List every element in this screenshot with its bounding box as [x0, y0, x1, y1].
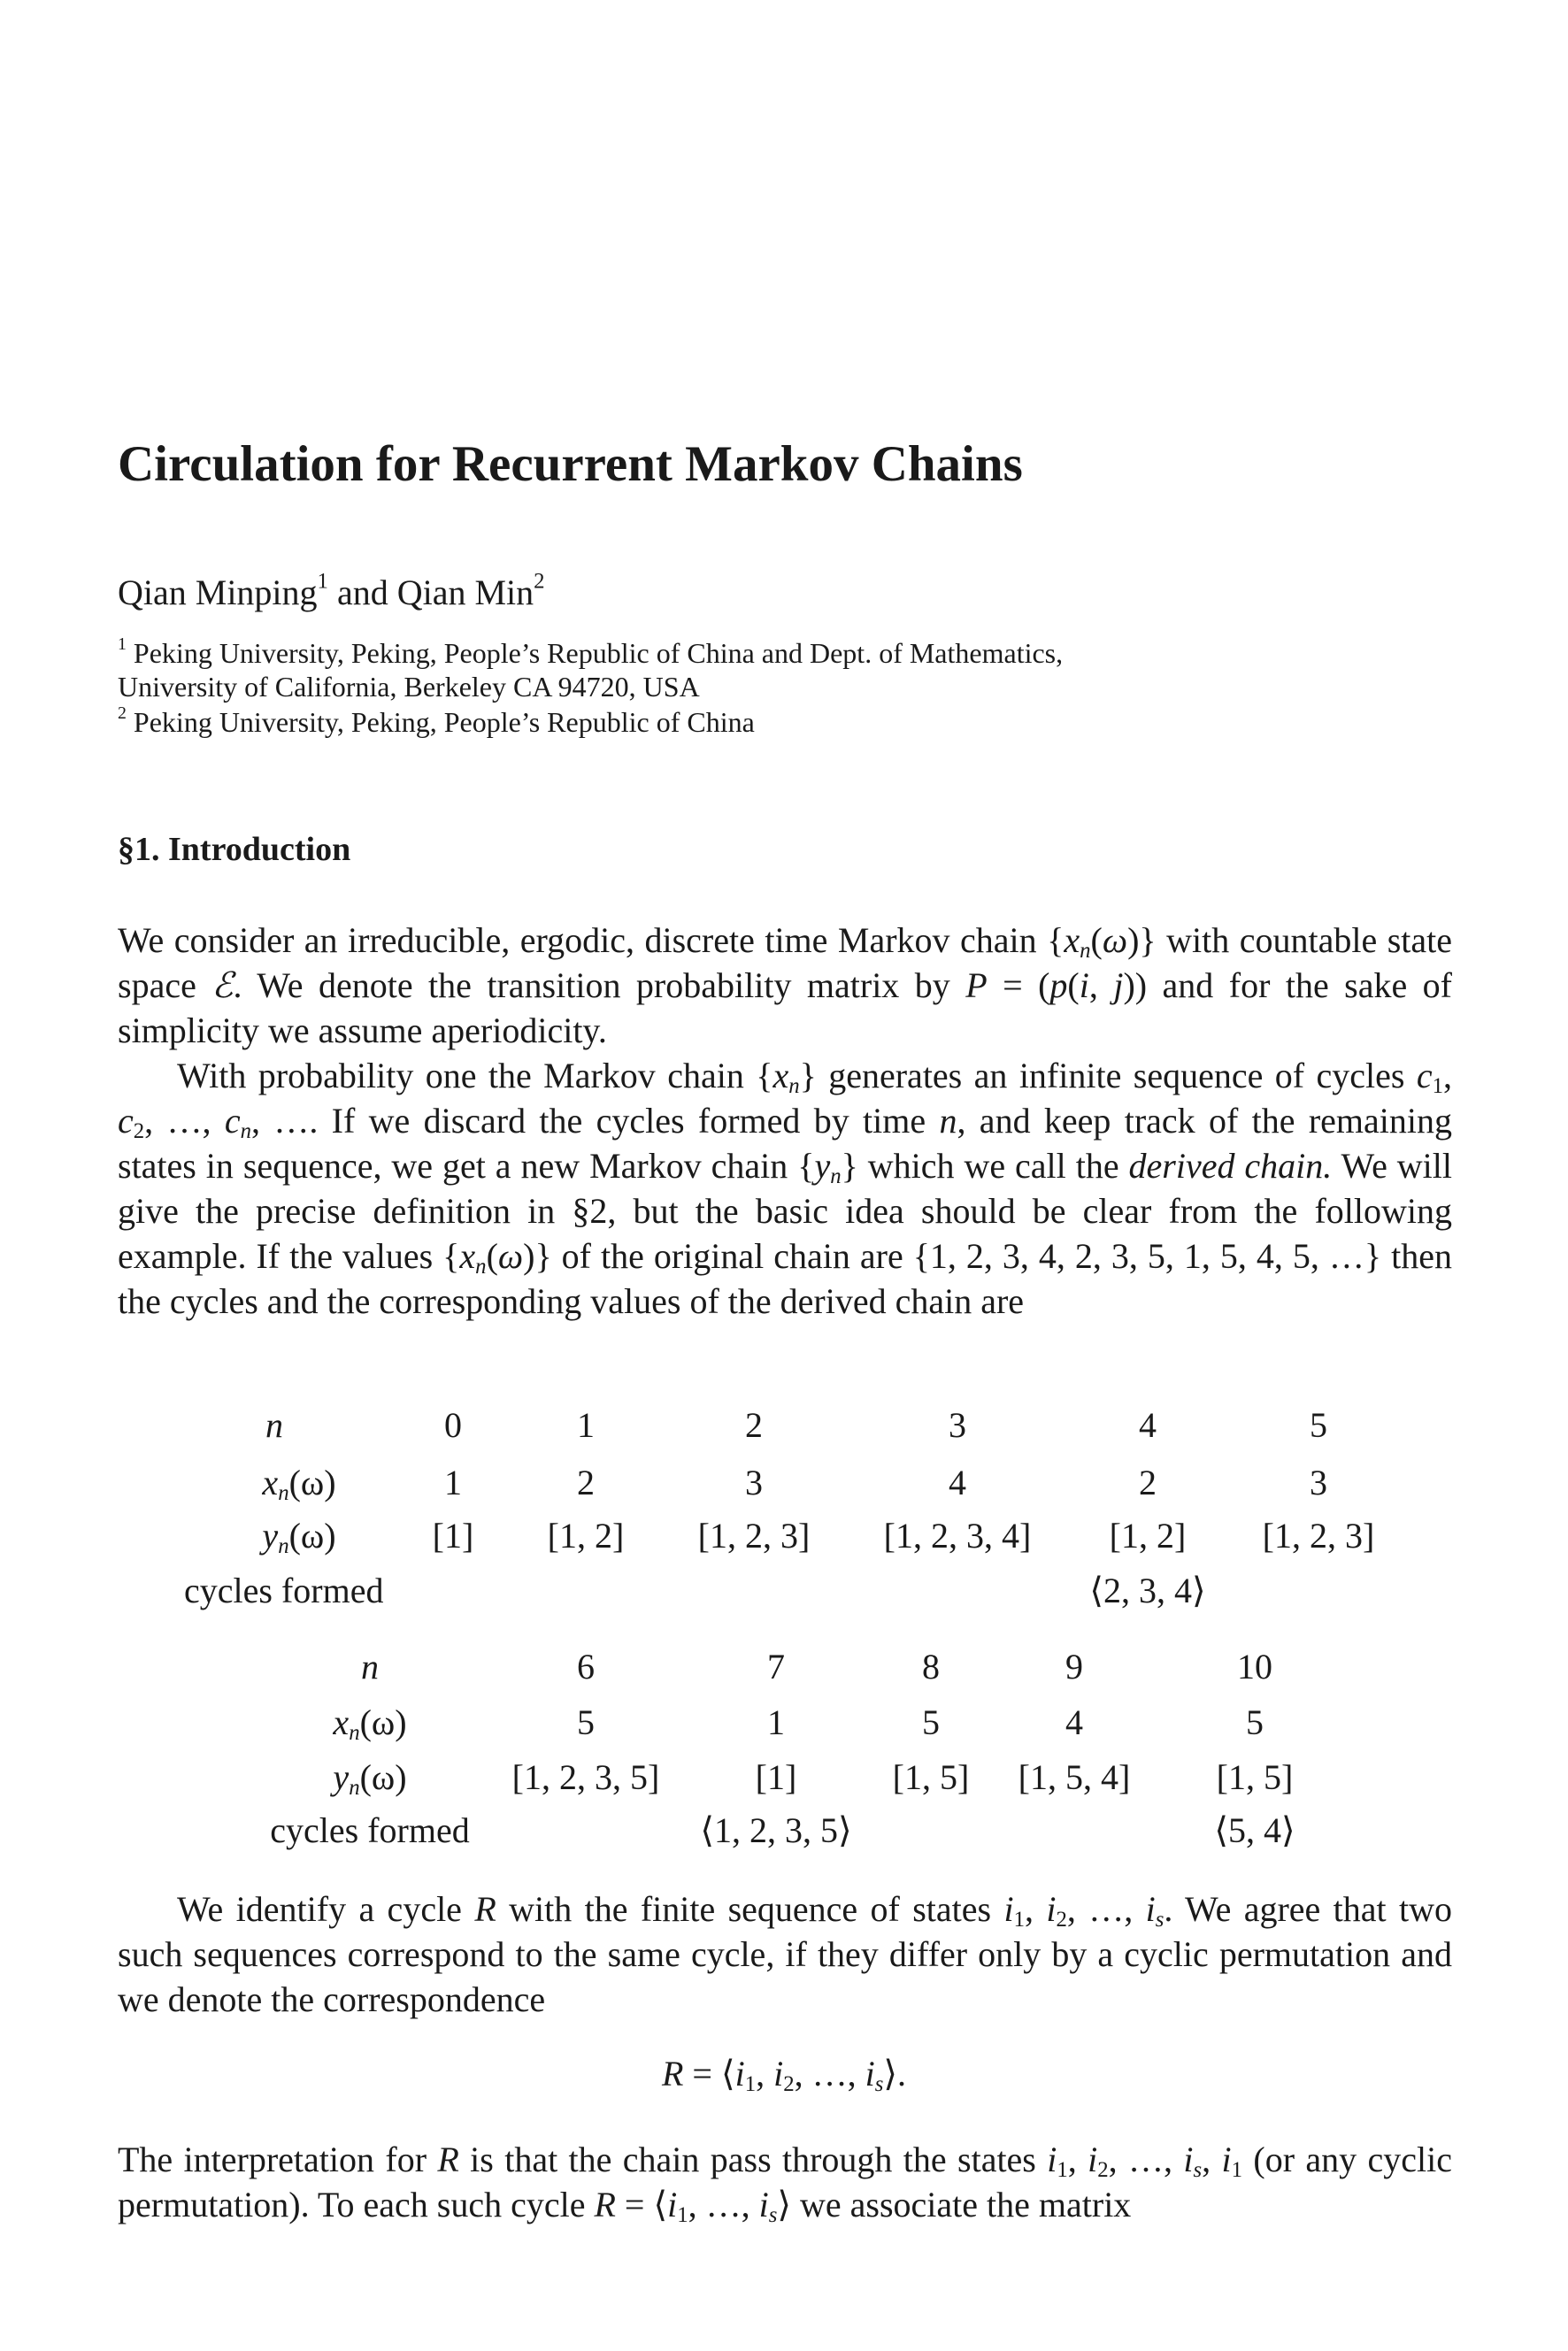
table2-x-cell: 5 [1246, 1702, 1264, 1742]
table1-y-cell: [1, 2, 3] [697, 1516, 811, 1556]
table1-y-cell: [1] [432, 1516, 474, 1556]
table1-x-cell: 2 [577, 1463, 595, 1502]
table2-header-cell: 7 [767, 1647, 785, 1686]
author-line [118, 569, 545, 613]
table2-y-cell: [1, 5] [892, 1757, 970, 1797]
table2-y-label: $y_n(\omega)$ [333, 1757, 407, 1801]
table2-header-cell: 8 [922, 1647, 940, 1686]
table2-x-cell: 5 [577, 1702, 595, 1742]
affiliation-1-cont [118, 671, 700, 703]
affiliation-mark-2: 2 [118, 703, 127, 724]
table1-y-cell: [1, 2, 3] [1262, 1516, 1375, 1556]
section-heading: §1. Introduction [118, 831, 351, 868]
table1-x-cell: 4 [949, 1463, 966, 1502]
table1-header-cell: 5 [1310, 1405, 1327, 1445]
intro-paragraph-2: With probability one the Markov chain $\{x_n\}$ generates an infinite sequence of cycles $c_1$, $c_2$, …, $c_n$, …. If we discard the cycles formed by time n, and keep track of the remaining states in sequence, we get a new Markov chain $\{y_n\}$ which we call the derived chain. We will give the precise definition in §2, but the basic idea should be clear from the following example. If the values $\{x_n(\omega)\}$ of the original chain are {1, 2, 3, 4, 2, 3, 5, 1, 5, 4, 5, …} then the cycles and the corresponding values of the derived chain are [118, 1056, 1453, 1321]
table1-y-cell: [1, 2] [1109, 1516, 1187, 1556]
interpretation-paragraph: The interpretation for R is that the chain pass through the states $i_1$, $i_2$, …, $i_s$, $i_1$ (or any cyclic permutation). To each such cycle $R = ⟨i_1$, …, $i_s⟩$ we associate the matrix [118, 2140, 1453, 2228]
author-conjunction: and [327, 572, 397, 612]
table1-y-cell: [1, 2, 3, 4] [883, 1516, 1032, 1556]
table2-x-cell: 1 [767, 1702, 785, 1742]
affiliation-mark-1: 1 [118, 634, 127, 655]
table1-y-label: $y_n(\omega)$ [262, 1516, 336, 1559]
table2-header-cell: 6 [577, 1647, 595, 1686]
table1-header-cell: 0 [444, 1405, 462, 1445]
cycle-equation: $R = ⟨i_1$, $i_2$, …, $i_s⟩$. [661, 2054, 907, 2097]
table1-header-cell: 2 [745, 1405, 763, 1445]
table1-cycle-cell: ⟨2, 3, 4⟩ [1089, 1571, 1206, 1610]
cycle-definition-paragraph: We identify a cycle R with the finite sequence of states $i_1$, $i_2$, …, $i_s$. We agree that two such sequences correspond to the same cycle, if they differ only by a cyclic permutation and we denote the correspondence [118, 1889, 1453, 2019]
table2-y-cell: [1, 5, 4] [1018, 1757, 1131, 1797]
table2-cycle-cell: ⟨1, 2, 3, 5⟩ [700, 1810, 852, 1850]
table1-header-cell: 3 [949, 1405, 966, 1445]
affiliation-text-1: Peking University, Peking, People’s Republic of China and Dept. of Mathematics, [126, 637, 1064, 669]
table1-x-cell: 1 [444, 1463, 462, 1502]
table1-x-cell: 2 [1139, 1463, 1157, 1502]
table1-x-label: $x_n(\omega)$ [262, 1463, 336, 1506]
table1-header-cell: 1 [577, 1405, 595, 1445]
table2-x-cell: 4 [1065, 1702, 1083, 1742]
table1-header-label: n [265, 1405, 283, 1445]
affiliation-2 [118, 703, 755, 739]
table2-header-cell: 9 [1065, 1647, 1083, 1686]
table1-x-cell: 3 [745, 1463, 763, 1502]
table1-cycles-label: cycles formed [184, 1571, 384, 1610]
table2-header-cell: 10 [1237, 1647, 1272, 1686]
table2-y-cell: [1] [755, 1757, 797, 1797]
affiliation-1 [118, 634, 1064, 670]
table2-cycle-cell: ⟨5, 4⟩ [1214, 1810, 1295, 1850]
table2-y-cell: [1, 5] [1216, 1757, 1294, 1797]
author-name-2: Qian Min [396, 572, 534, 612]
author-affil-mark-1: 1 [317, 569, 328, 594]
affiliation-text-1b: University of California, Berkeley CA 94720, USA [118, 671, 700, 703]
table2-x-label: $x_n(\omega)$ [333, 1702, 407, 1746]
intro-paragraph-1: We consider an irreducible, ergodic, discrete time Markov chain $\{x_n(\omega)\}$ with countable state space ℰ. We denote the transition probability matrix by P = (p(i, j)) and for the sake of simplicity we assume aperiodicity. [118, 920, 1452, 1050]
paper-title: Circulation for Recurrent Markov Chains [118, 436, 1023, 492]
table2-y-cell: [1, 2, 3, 5] [511, 1757, 660, 1797]
table2-cycles-label: cycles formed [270, 1810, 470, 1850]
table2-x-cell: 5 [922, 1702, 940, 1742]
author-name-1: Qian Minping [118, 572, 318, 612]
author-affil-mark-2: 2 [534, 569, 545, 594]
table1-x-cell: 3 [1310, 1463, 1327, 1502]
affiliation-text-2: Peking University, Peking, People’s Republic of China [126, 706, 755, 738]
table1-y-cell: [1, 2] [547, 1516, 625, 1556]
table1-header-cell: 4 [1139, 1405, 1157, 1445]
table2-header-label: n [361, 1647, 379, 1686]
